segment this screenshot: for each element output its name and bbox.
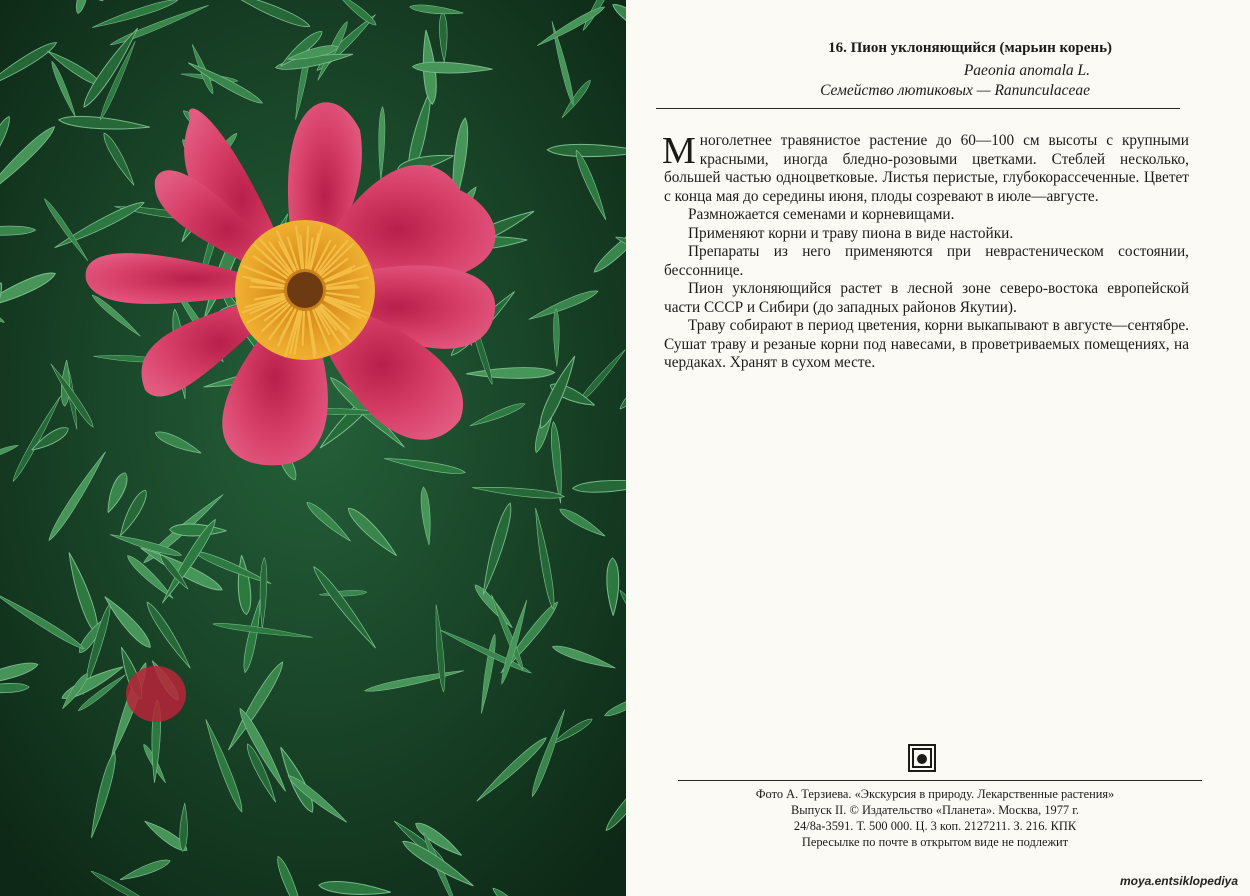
latin-name: Paeonia anomala L. xyxy=(963,62,1090,79)
bottom-divider xyxy=(678,780,1202,781)
imprint-line-4: Пересылке по почте в открытом виде не подлежит xyxy=(801,835,1069,849)
paragraph-1-text: ноголетнее травянистое растение до 60—100 см высоты с крупными красными, иногда бледно-розовыми цветками. Стеблей несколько, большей частью одноцветковые. Листья перистые, глубокорассеченные. Цветет с конца мая до середины июня, плоды созревают в июле—августе. xyxy=(664,132,1189,205)
watermark: moya.entsiklopediya xyxy=(1119,874,1238,888)
publisher-logo-icon xyxy=(908,744,936,772)
drop-cap: М xyxy=(662,130,696,172)
paragraph-2: Размножается семенами и корневищами. xyxy=(688,206,955,223)
paragraph-3: Применяют корни и траву пиона в виде настойки. xyxy=(688,224,1014,242)
plant-title: 16. Пион уклоняющийся (марьин корень) xyxy=(828,40,1112,56)
paragraph-6: Траву собирают в период цветения, корни выкапывают в августе—сентябре. Сушат траву и резаные корни под навесами, в проветриваемых помещениях, на чердаках. Хранят в сухом месте. xyxy=(664,317,1189,371)
imprint-line-3: 24/8а-3591. Т. 500 000. Ц. 3 коп. 2127211. З. 216. КПК xyxy=(793,819,1077,833)
top-divider xyxy=(656,108,1180,109)
paragraph-1 xyxy=(664,132,1189,206)
paragraph-4: Препараты из него применяются при неврастеническом состоянии, бессоннице. xyxy=(664,243,1189,279)
imprint-line-2: Выпуск II. © Издательство «Планета». Москва, 1977 г. xyxy=(790,803,1079,817)
paragraph-5: Пион уклоняющийся растет в лесной зоне северо-востока европейской части СССР и Сибири (до западных районов Якутии). xyxy=(664,280,1189,316)
description-text xyxy=(664,132,1189,373)
family-name: Семейство лютиковых — Ranunculaceae xyxy=(820,82,1090,99)
imprint xyxy=(660,786,1210,850)
imprint-line-1: Фото А. Терзиева. «Экскурсия в природу. Лекарственные растения» xyxy=(755,787,1115,801)
